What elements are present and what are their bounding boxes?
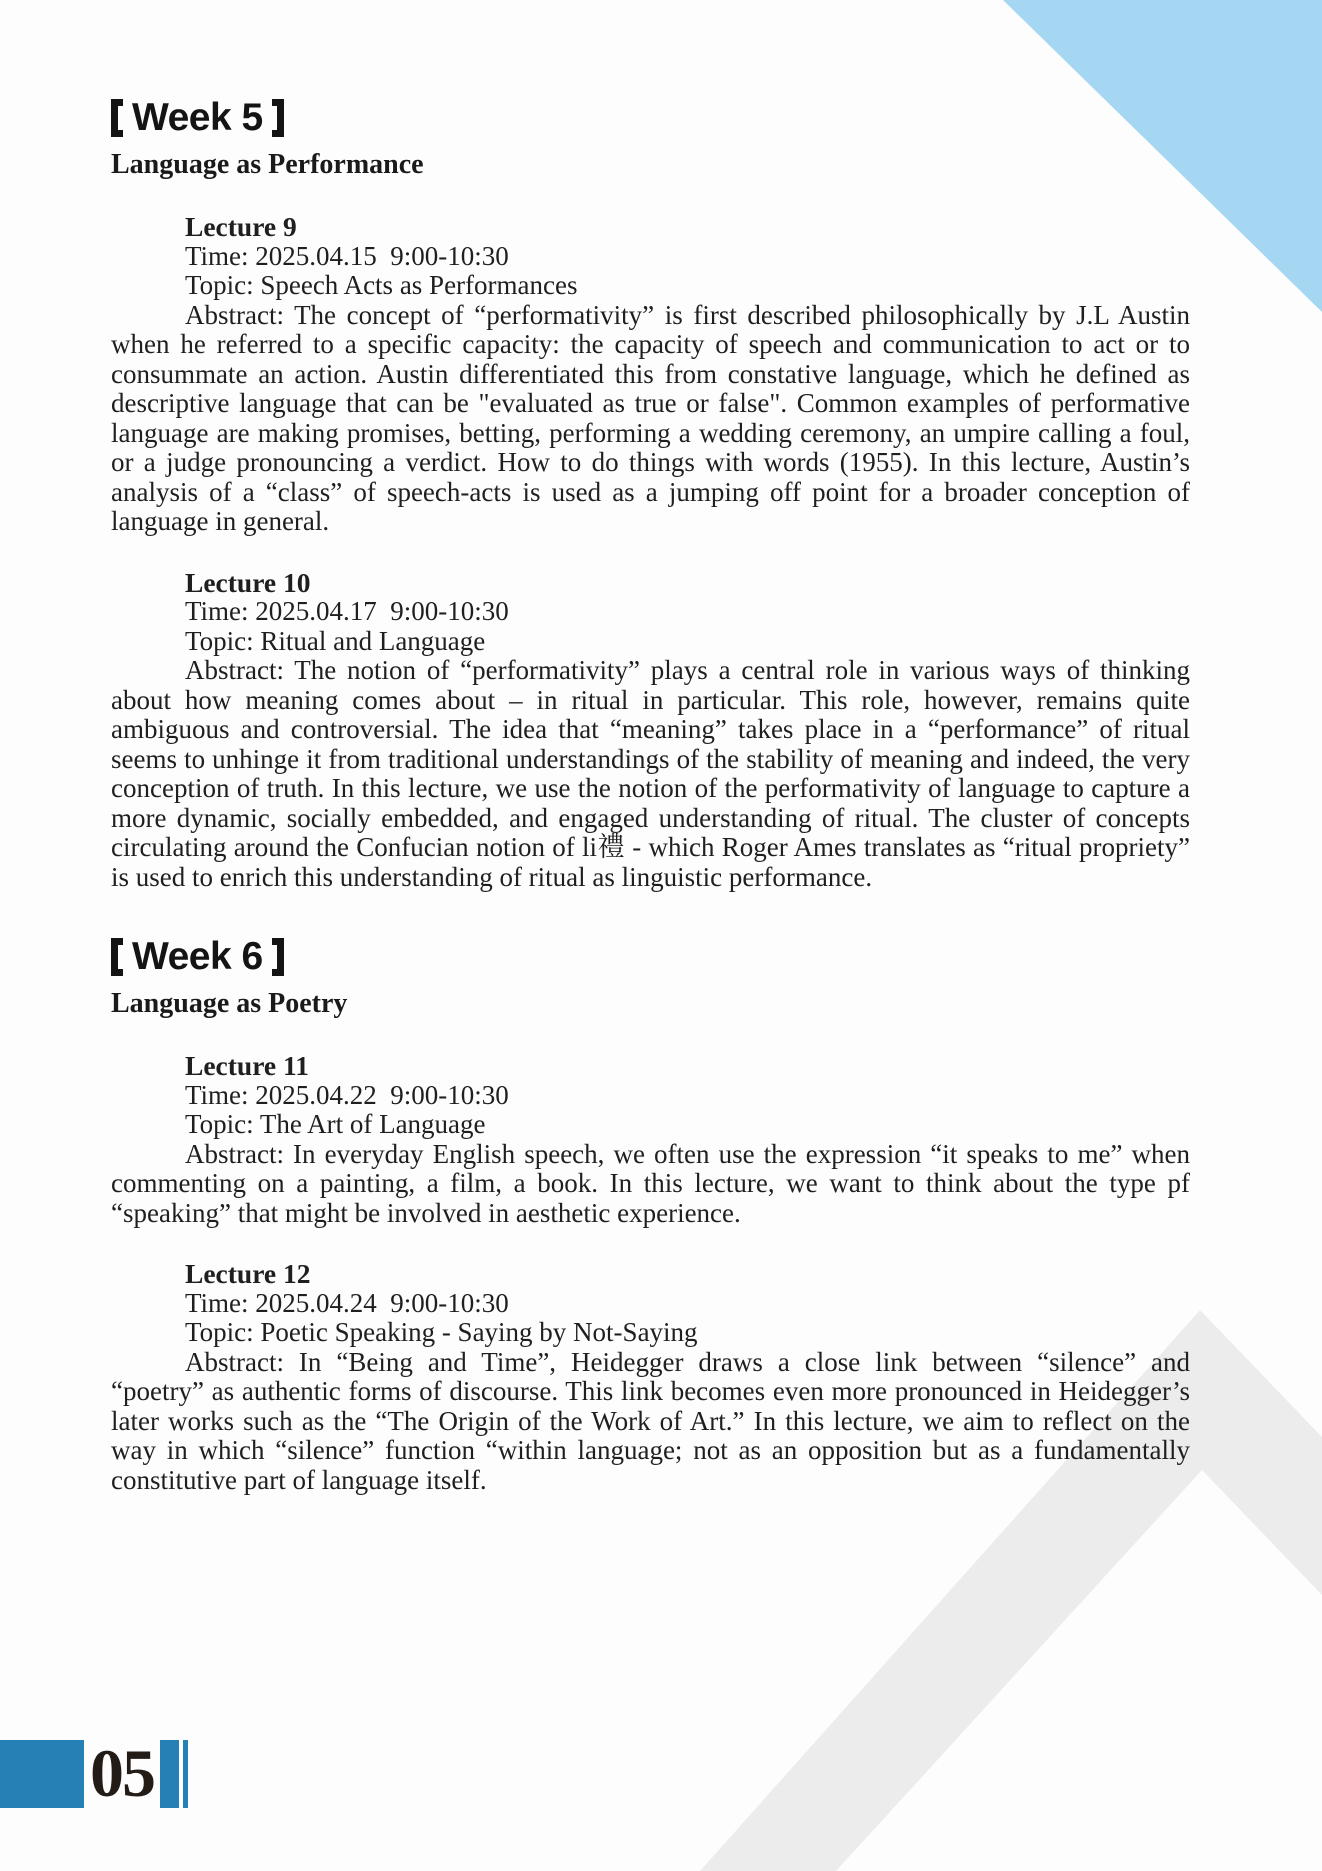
lecture-9-title: Lecture 9	[185, 211, 297, 242]
lecture-10-topic: Topic: Ritual and Language	[185, 625, 486, 656]
lecture-9-topic: Topic: Speech Acts as Performances	[185, 270, 578, 300]
week-6-subtitle: Language as Poetry	[111, 988, 348, 1019]
lecture-12-abstract: Abstract: In “Being and Time”, Heidegger draws a close link between “silence” and “poetry” as authentic forms of discourse. This link becomes even more pronounced in Heidegger’s later works such as the “The Origin of the Work of Art.” In this lecture, we aim to reflect on the way in which “silence” function “within language; not as an opposition but as a fundamentally constitutive part of language itself.	[111, 1346, 1190, 1495]
week-bracket-right	[272, 938, 284, 976]
lecture-12-title: Lecture 12	[185, 1258, 311, 1289]
lecture-9	[111, 212, 1190, 537]
footer-bar-thick	[160, 1740, 179, 1808]
lecture-12-topic: Topic: Poetic Speaking - Saying by Not-Saying	[185, 1317, 698, 1347]
lecture-10	[111, 568, 1190, 893]
week-5-title: Week 5	[132, 96, 263, 139]
week-5-subtitle: Language as Performance	[111, 149, 424, 180]
week-bracket-left	[111, 99, 123, 137]
lecture-10-title: Lecture 10	[185, 566, 311, 598]
week-bracket-left	[111, 938, 123, 976]
footer-page-number: 05	[90, 1735, 154, 1811]
week-6-heading	[111, 934, 1190, 980]
lecture-11-abstract: Abstract: In everyday English speech, we often use the expression “it speaks to me” when commenting on a painting, a film, a book. In this lecture, we want to think about the type pf “speaking” that might be involved in aesthetic experience.	[111, 1138, 1190, 1228]
week-5-heading	[111, 95, 1190, 141]
week-section-6	[111, 934, 1190, 1495]
lecture-11	[111, 1051, 1190, 1228]
lecture-10-abstract: Abstract: The notion of “performativity” plays a central role in various ways of thinking about how meaning comes about – in ritual in particular. This role, however, remains quite ambiguous and controversial. The idea that “meaning” takes place in a “performance” of ritual seems to unhinge it from traditional understandings of the stability of meaning and indeed, the very conception of truth. In this lecture, we use the notion of the performativity of language to capture a more dynamic, socially embedded, and engaged understanding of ritual. The cluster of concepts circulating around the Confucian notion of li禮 - which Roger Ames translates as “ritual propriety” is used to enrich this understanding of ritual as linguistic performance.	[111, 655, 1190, 892]
footer-bar-thin	[183, 1740, 188, 1808]
lecture-11-title: Lecture 11	[185, 1050, 309, 1081]
week-bracket-right	[272, 99, 284, 137]
week-section-5	[111, 95, 1190, 892]
page-content	[111, 95, 1190, 1495]
footer	[0, 1735, 188, 1811]
footer-blue-block	[0, 1740, 84, 1808]
week-6-title: Week 6	[132, 935, 263, 978]
lecture-12-time: Time: 2025.04.24 9:00-10:30	[185, 1287, 509, 1318]
lecture-9-abstract: Abstract: The concept of “performativity” is first described philosophically by J.L Austin when he referred to a specific capacity: the capacity of speech and communication to act or to consummate an action. Austin differentiated this from constative language, which he defined as descriptive language that can be "evaluated as true or false". Common examples of performative language are making promises, betting, performing a wedding ceremony, an umpire calling a foul, or a judge pronouncing a verdict. How to do things with words (1955). In this lecture, Austin’s analysis of a “class” of speech-acts is used as a jumping off point for a broader conception of language in general.	[111, 299, 1190, 536]
lecture-11-time: Time: 2025.04.22 9:00-10:30	[185, 1079, 509, 1110]
lecture-10-time: Time: 2025.04.17 9:00-10:30	[185, 596, 509, 626]
lecture-9-time: Time: 2025.04.15 9:00-10:30	[185, 240, 509, 271]
lecture-12	[111, 1259, 1190, 1495]
lecture-11-topic: Topic: The Art of Language	[185, 1109, 486, 1139]
